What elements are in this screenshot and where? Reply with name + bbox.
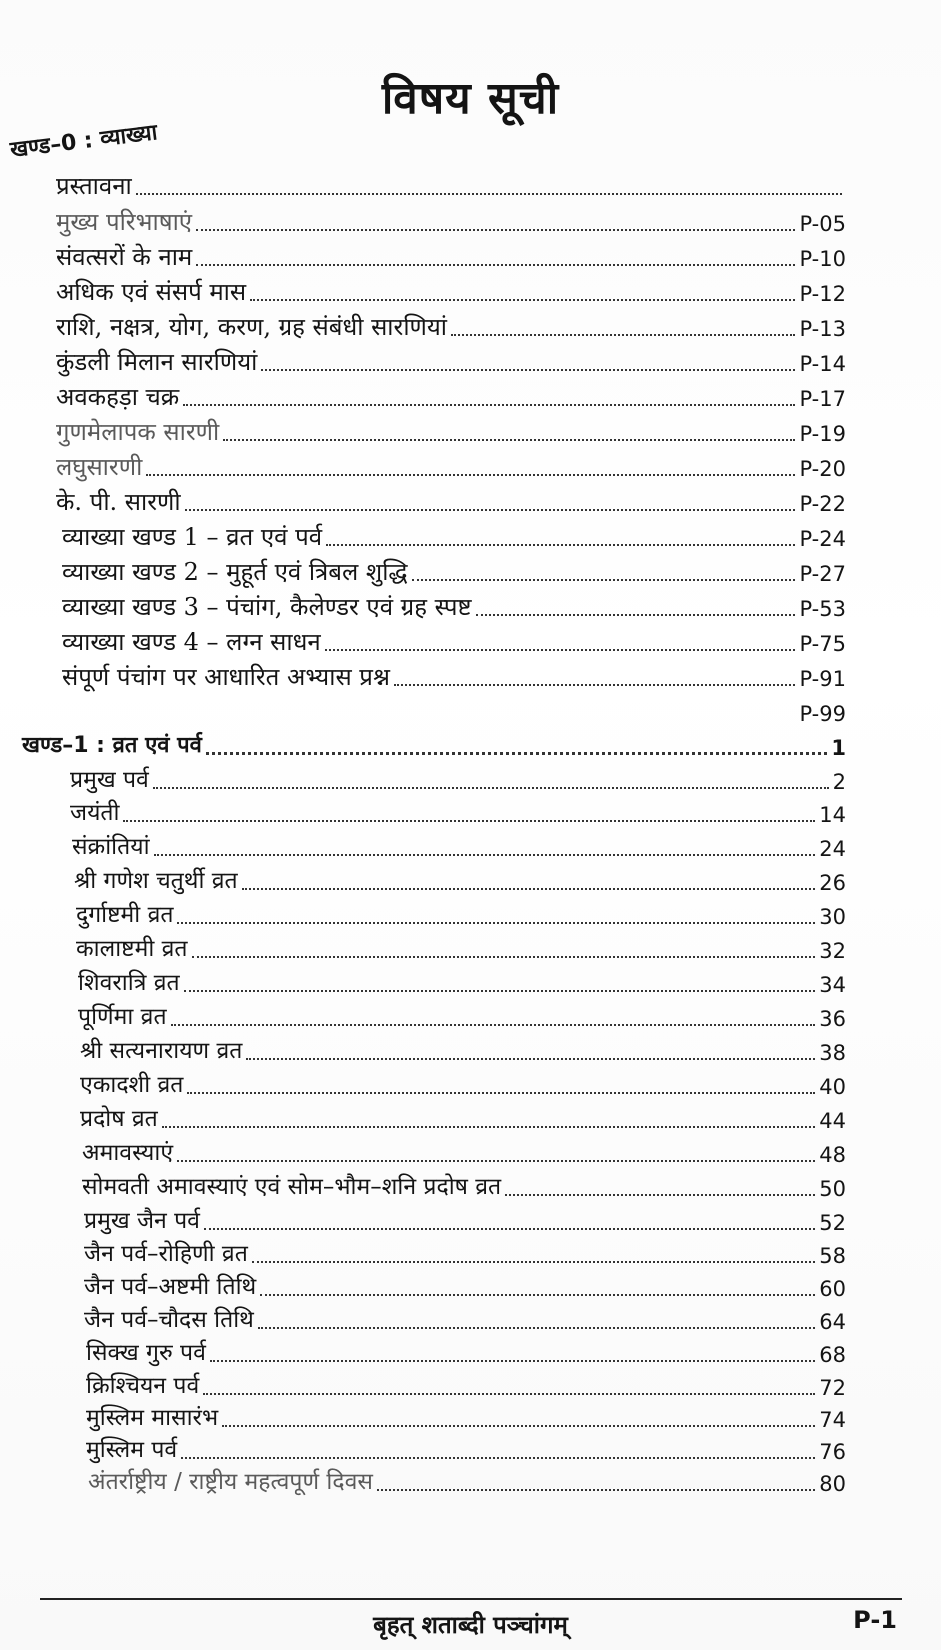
toc-row[interactable] (76, 899, 846, 929)
dot-leader (326, 544, 795, 546)
toc-row[interactable] (56, 486, 846, 516)
toc-item-label: श्री गणेश चतुर्थी व्रत (74, 868, 238, 894)
toc-row[interactable] (82, 1137, 846, 1167)
dot-leader (246, 1058, 815, 1060)
toc-item-label: व्याख्या खण्ड 2 – मुहूर्त एवं त्रिबल शुद्धि (62, 558, 408, 586)
toc-item-label: शिवरात्रि व्रत (78, 970, 180, 996)
toc-item-page: 64 (819, 1310, 846, 1334)
toc-item-label: संवत्सरों के नाम (56, 243, 193, 271)
toc-item-page: 38 (819, 1041, 846, 1065)
dot-leader (154, 854, 816, 856)
toc-item-label: मुस्लिम पर्व (86, 1437, 178, 1463)
dot-leader (192, 956, 816, 958)
footer-book-title: बृहत् शताब्दी पञ्चांगम् (373, 1610, 568, 1639)
section-heading-label: खण्ड–1 : व्रत एवं पर्व (22, 733, 202, 758)
toc-row[interactable] (86, 1370, 846, 1400)
toc-item-label: कालाष्टमी व्रत (76, 936, 188, 962)
toc-row[interactable] (62, 556, 846, 586)
toc-item-label: संक्रांतियां (72, 834, 150, 860)
toc-item-label: अवकहड़ा चक्र (56, 383, 180, 411)
toc-item-page: 68 (819, 1343, 846, 1367)
dot-leader (136, 193, 842, 195)
dot-leader (206, 752, 828, 755)
footer-rule (40, 1598, 902, 1600)
toc-item-label: जैन पर्व–चौदस तिथि (84, 1307, 254, 1333)
toc-item-label: प्रमुख पर्व (70, 767, 149, 793)
toc-item-label: प्रमुख जैन पर्व (84, 1208, 200, 1234)
footer-page-number: P-1 (853, 1606, 897, 1634)
toc-item-page: P-10 (799, 247, 846, 271)
toc-item-label: व्याख्या खण्ड 1 – व्रत एवं पर्व (62, 523, 323, 551)
toc-item-label: दुर्गाष्टमी व्रत (76, 902, 174, 928)
toc-item-page: 76 (819, 1440, 846, 1464)
toc-item-page: 36 (819, 1007, 846, 1031)
section-heading-page: 1 (831, 736, 846, 760)
dot-leader (153, 787, 829, 789)
toc-row[interactable] (56, 276, 846, 306)
toc-row[interactable] (80, 1103, 846, 1133)
toc-item-page: 80 (819, 1472, 846, 1496)
toc-row[interactable] (56, 346, 846, 376)
dot-leader (183, 404, 795, 406)
dot-leader (250, 299, 795, 301)
dot-leader (184, 990, 816, 992)
dot-leader (476, 614, 796, 616)
toc-item-page: 24 (819, 837, 846, 861)
toc-row[interactable] (70, 797, 846, 827)
toc-item-label: लघुसारणी (56, 453, 143, 481)
toc-item-page: P-20 (799, 457, 846, 481)
dot-leader (196, 264, 795, 266)
toc-item-page: 48 (819, 1143, 846, 1167)
dot-leader (177, 1160, 815, 1162)
toc-item-page: 26 (819, 871, 846, 895)
dot-leader (325, 649, 796, 651)
toc-item-label: मुख्य परिभाषाएं (56, 208, 193, 236)
toc-item-label: क्रिश्चियन पर्व (86, 1373, 200, 1399)
dot-leader (210, 1360, 815, 1362)
toc-item-page: P-91 (799, 667, 846, 691)
toc-item-label: अंतर्राष्ट्रीय / राष्ट्रीय महत्वपूर्ण दिवस (88, 1469, 373, 1495)
toc-item-page: 2 (832, 770, 846, 794)
toc-row[interactable] (56, 416, 846, 446)
dot-leader (222, 1425, 815, 1427)
toc-item-page: P-27 (799, 562, 846, 586)
toc-item-page: 34 (819, 973, 846, 997)
toc-item-label: जैन पर्व–अष्टमी तिथि (84, 1274, 257, 1300)
toc-item-label: जयंती (70, 800, 120, 826)
dot-leader (242, 888, 816, 890)
toc-item-label: संपूर्ण पंचांग पर आधारित अभ्यास प्रश्न (62, 663, 390, 691)
dot-leader (185, 509, 796, 511)
dot-leader (146, 474, 795, 476)
toc-row[interactable] (78, 967, 846, 997)
dot-leader (451, 334, 795, 336)
dot-leader (394, 684, 796, 686)
toc-row[interactable] (62, 521, 846, 551)
toc-row[interactable] (80, 1035, 846, 1065)
toc-item-page: P-99 (799, 702, 846, 726)
toc-row[interactable] (76, 933, 846, 963)
toc-item-label: एकादशी व्रत (80, 1072, 184, 1098)
toc-item-page: 50 (819, 1177, 846, 1201)
toc-row[interactable] (84, 1238, 846, 1268)
section-heading-label: खण्ड–0 : व्याख्या (8, 120, 159, 164)
toc-row[interactable] (62, 661, 846, 691)
toc-item-label: राशि, नक्षत्र, योग, करण, ग्रह संबंधी सारणियां (56, 313, 448, 341)
dot-leader (261, 369, 795, 371)
dot-leader (223, 439, 795, 441)
toc-item-page: P-24 (799, 527, 846, 551)
section-heading-1[interactable] (22, 730, 846, 760)
dot-leader (181, 1457, 815, 1459)
toc-row[interactable] (86, 1337, 846, 1367)
toc-row[interactable] (56, 170, 846, 200)
toc-item-label: श्री सत्यनारायण व्रत (80, 1038, 243, 1064)
toc-item-page: 60 (819, 1277, 846, 1301)
toc-item-page: P-75 (799, 632, 846, 656)
toc-item-label: सिक्ख गुरु पर्व (86, 1340, 206, 1366)
toc-item-page: 52 (819, 1211, 846, 1235)
toc-row[interactable] (78, 1001, 846, 1031)
toc-row[interactable] (88, 1466, 846, 1496)
toc-item-page: P-17 (799, 387, 846, 411)
toc-item-label: के. पी. सारणी (56, 488, 181, 516)
toc-row[interactable] (56, 311, 846, 341)
toc-row[interactable] (62, 591, 846, 621)
toc-item-label: सोमवती अमावस्याएं एवं सोम–भौम–शनि प्रदोष व्रत (82, 1174, 502, 1200)
toc-item-page: P-19 (799, 422, 846, 446)
toc-item-page: P-05 (799, 212, 846, 236)
toc-item-page: 58 (819, 1244, 846, 1268)
toc-row[interactable] (74, 865, 846, 895)
toc-item-label: अधिक एवं संसर्प मास (56, 278, 247, 306)
toc-row[interactable] (86, 1402, 846, 1432)
toc-item-page: P-13 (799, 317, 846, 341)
toc-row[interactable] (56, 381, 846, 411)
toc-item-page: P-53 (799, 597, 846, 621)
toc-row[interactable] (86, 1434, 846, 1464)
dot-leader (412, 579, 796, 581)
toc-item-page: P-14 (799, 352, 846, 376)
dot-leader (260, 1294, 815, 1296)
toc-row[interactable] (80, 1069, 846, 1099)
dot-leader (187, 1092, 815, 1094)
toc-item-page: 40 (819, 1075, 846, 1099)
toc-row[interactable] (84, 1271, 846, 1301)
toc-item-label: प्रदोष व्रत (80, 1106, 158, 1132)
toc-row[interactable] (56, 206, 846, 236)
toc-item-page: 44 (819, 1109, 846, 1133)
dot-leader (177, 922, 815, 924)
toc-row[interactable] (56, 241, 846, 271)
toc-item-page: 30 (819, 905, 846, 929)
toc-row[interactable] (70, 764, 846, 794)
toc-item-page: P-22 (799, 492, 846, 516)
dot-leader (505, 1194, 815, 1196)
toc-item-page: 14 (819, 803, 846, 827)
dot-leader (252, 1261, 815, 1263)
toc-row[interactable] (62, 696, 846, 726)
toc-item-page: P-12 (799, 282, 846, 306)
toc-item-label: कुंडली मिलान सारणियां (56, 348, 258, 376)
toc-item-label: प्रस्तावना (56, 172, 132, 200)
dot-leader (196, 229, 795, 231)
page-title: विषय सूची (381, 73, 560, 124)
toc-item-page: 32 (819, 939, 846, 963)
dot-leader (162, 1126, 816, 1128)
toc-row[interactable] (84, 1304, 846, 1334)
toc-item-label: व्याख्या खण्ड 4 – लग्न साधन (62, 628, 321, 656)
toc-row[interactable] (82, 1171, 846, 1201)
dot-leader (203, 1393, 815, 1395)
toc-item-label: जैन पर्व–रोहिणी व्रत (84, 1241, 248, 1267)
dot-leader (123, 820, 815, 822)
dot-leader (66, 719, 795, 721)
dot-leader (258, 1327, 815, 1329)
toc-item-label: पूर्णिमा व्रत (78, 1004, 167, 1030)
toc-item-page: 74 (819, 1408, 846, 1432)
toc-row[interactable] (62, 626, 846, 656)
toc-row[interactable] (84, 1205, 846, 1235)
toc-item-label: व्याख्या खण्ड 3 – पंचांग, कैलेण्डर एवं ग्रह स्पष्ट (62, 593, 472, 621)
toc-item-label: अमावस्याएं (82, 1140, 174, 1166)
dot-leader (171, 1024, 816, 1026)
dot-leader (377, 1489, 815, 1491)
toc-row[interactable] (72, 831, 846, 861)
toc-item-label: मुस्लिम मासारंभ (86, 1405, 219, 1431)
toc-item-label: गुणमेलापक सारणी (56, 418, 220, 446)
toc-item-page: 72 (819, 1376, 846, 1400)
toc-row[interactable] (56, 451, 846, 481)
dot-leader (204, 1228, 815, 1230)
